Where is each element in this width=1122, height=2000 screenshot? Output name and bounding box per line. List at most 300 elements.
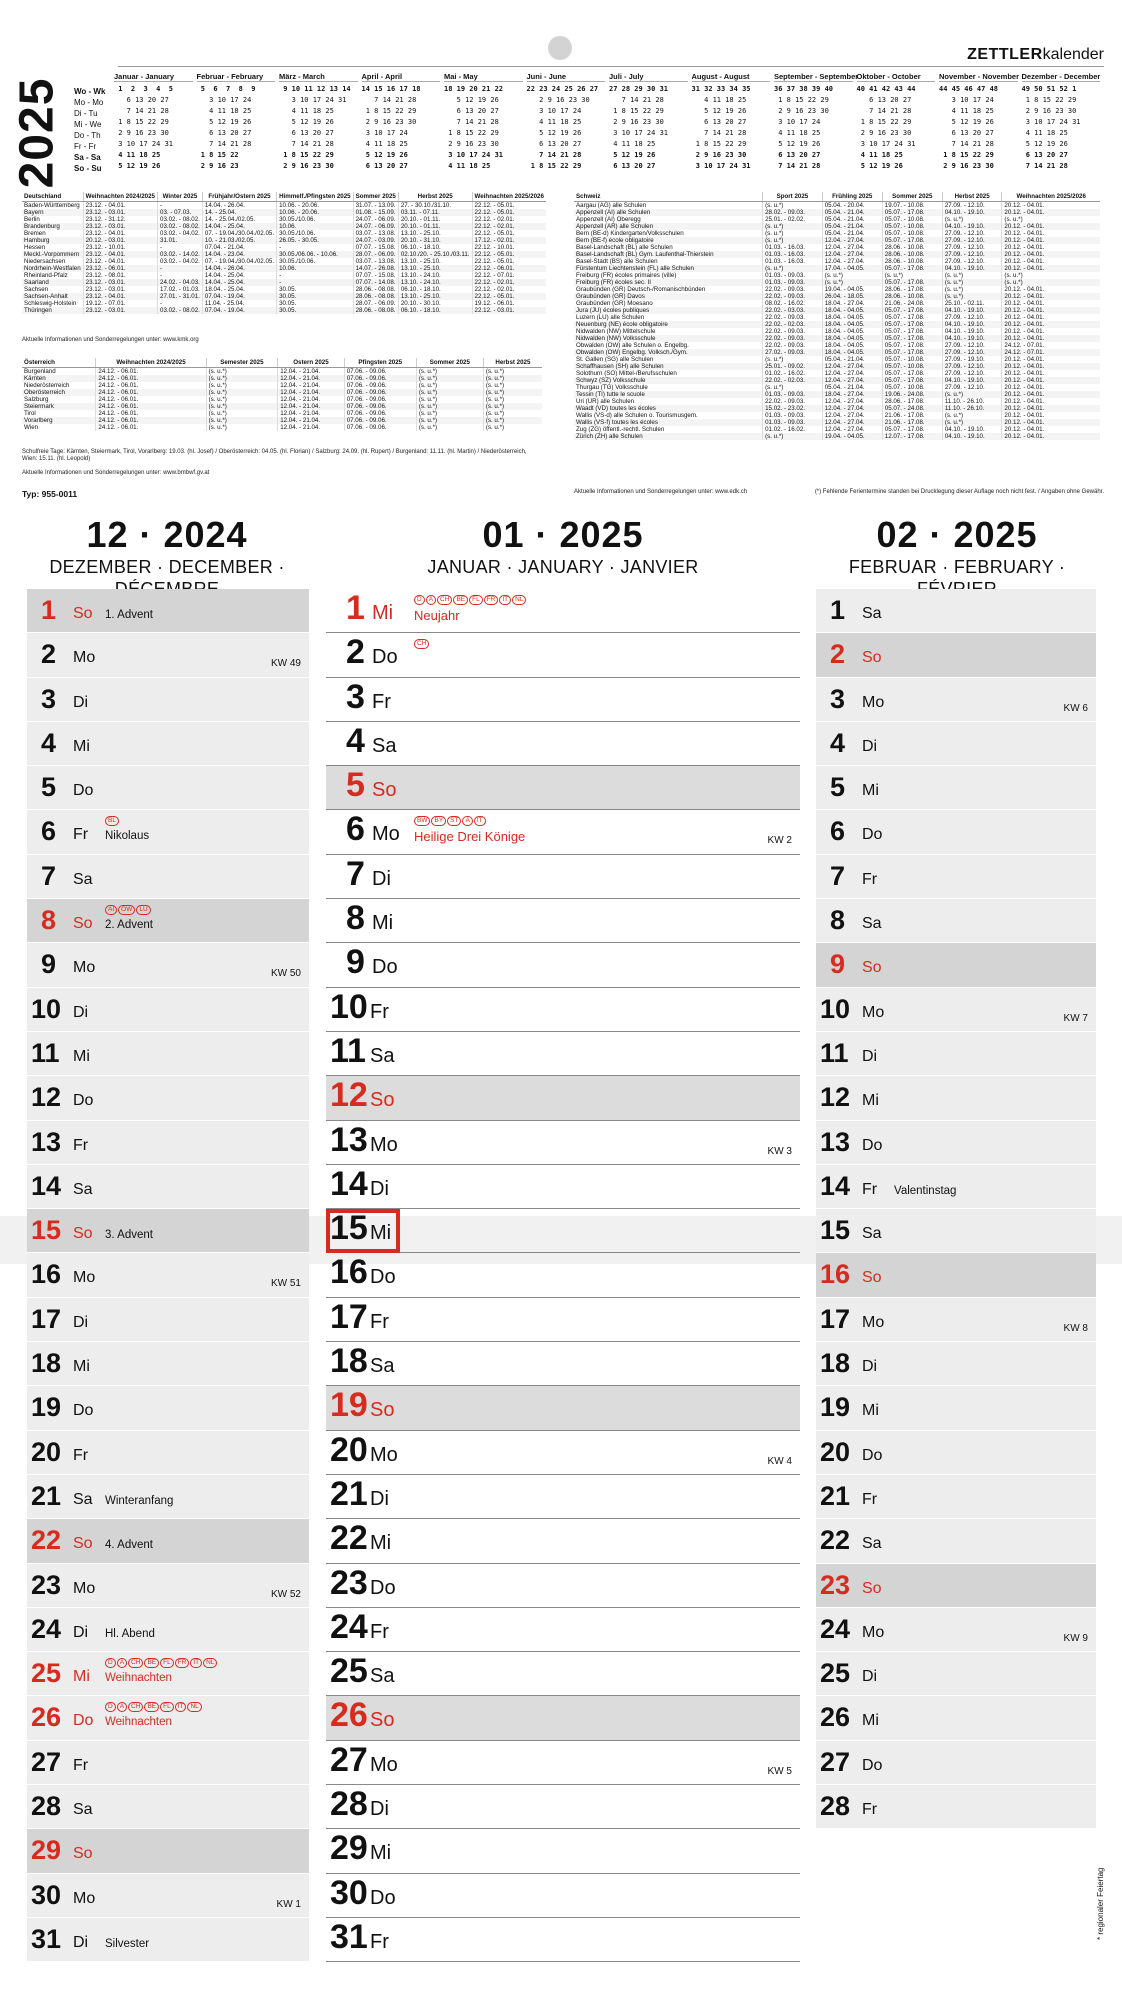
table-row <box>574 258 1100 265</box>
day-number: 27 <box>31 1746 62 1777</box>
mini-month-label: Februar - February <box>197 72 276 82</box>
day-number: 13 <box>820 1126 851 1157</box>
mini-month-row: 5 12 19 26 <box>939 118 994 126</box>
mini-month-row: 6 13 20 27 <box>609 162 656 170</box>
mini-month-row: 6 13 20 27 <box>196 129 252 137</box>
hanging-hole <box>548 36 572 60</box>
table-cell: 05.07. - 10.08. <box>882 223 942 230</box>
mini-month-row: 3 10 17 24 31 <box>609 129 669 137</box>
mini-month <box>774 72 859 172</box>
weekday-abbrev: Do <box>862 1446 883 1464</box>
weekday-abbrev: Fr <box>862 1180 878 1198</box>
mini-month-row: 5 12 19 26 <box>279 118 334 126</box>
table-cell: 23.12. - 03.01. <box>83 279 157 286</box>
region-badge: D <box>105 1658 116 1668</box>
day-number: 5 <box>830 772 846 803</box>
table-cell: (s. u.*) <box>763 237 823 244</box>
day-number: 2 <box>41 639 57 670</box>
day-number: 11 <box>330 1031 366 1070</box>
day-number: 22 <box>820 1525 851 1556</box>
table-row <box>22 223 546 230</box>
table-cell: Steiermark <box>22 403 96 410</box>
mini-month-row: 4 11 18 25 <box>361 140 408 148</box>
table-cell: (s. u.*) <box>763 202 823 210</box>
table-cell: (s. u.*) <box>1002 272 1100 279</box>
day-number: 26 <box>820 1702 851 1733</box>
table-cell: Solothurn (SO) Mittel-/Berufsschulen <box>576 370 677 377</box>
region-badge: CH <box>128 1702 143 1712</box>
table-cell: 12.04. - 21.04. <box>278 375 345 382</box>
table-cell: Appenzell (AI) Oberegg <box>576 216 641 223</box>
table-cell: 05.07. - 10.08. <box>882 363 942 370</box>
day-row <box>27 988 309 1032</box>
table-cell: 22.12. - 02.01. <box>472 223 546 230</box>
weekday-abbrev: Sa <box>370 1355 395 1378</box>
weekday-abbrev: Mi <box>370 1532 392 1555</box>
table-cell: 22.12. - 02.01. <box>472 279 546 286</box>
day-number: 12 <box>330 1076 368 1115</box>
day-row <box>27 1121 309 1165</box>
day-row <box>27 943 309 987</box>
table-row <box>574 398 1100 405</box>
table-cell: - <box>158 244 203 251</box>
month-header-december <box>22 514 312 600</box>
mini-month-row: 5 12 19 26 <box>1021 140 1068 148</box>
table-cell: (s. u.*) <box>416 417 483 424</box>
table-cell: 28.06. - 10.08. <box>882 293 942 300</box>
day-number: 3 <box>41 683 57 714</box>
weekday-abbrev: Mi <box>73 737 90 755</box>
day-event: 4. Advent <box>105 1539 153 1552</box>
mini-month <box>279 72 358 172</box>
table-row <box>22 265 546 272</box>
table-cell: 28.06. - 17.08. <box>882 286 942 293</box>
table-cell: 12.04. - 21.04. <box>278 396 345 403</box>
table-cell: (s. u.*) <box>416 410 483 417</box>
weekday-abbrev: Mo <box>73 1269 96 1287</box>
table-row <box>574 300 1100 307</box>
today-marker <box>326 1209 400 1253</box>
table-cell: 24.12. - 07.01. <box>1002 349 1100 356</box>
mini-month-row: 6 13 20 27 <box>279 129 334 137</box>
table-cell: 05.07. - 17.08. <box>882 307 942 314</box>
region-badge: CH <box>128 1658 143 1668</box>
table-cell: Appenzell (AR) alle Schulen <box>574 223 763 230</box>
table-row <box>574 265 1100 272</box>
table-cell: 05.04. - 21.04. <box>822 223 882 230</box>
table-cell: 01.03. - 09.03. <box>763 272 823 279</box>
region-badge: BE <box>453 595 468 605</box>
table-row <box>574 349 1100 356</box>
weekday-abbrev: So <box>372 779 397 802</box>
table-cell: 20.12. - 04.01. <box>1002 237 1100 244</box>
table-cell: 20.12. - 04.01. <box>1002 433 1100 440</box>
table-row <box>22 237 546 244</box>
region-badge: IT <box>190 1658 202 1668</box>
weekday-label: Fr - Fr <box>74 142 97 151</box>
austria-note: Schulfreie Tage: Kärnten, Steiermark, Tirol, Vorarlberg: 19.03. (hl. Josef) / Oberösterreich: 04.05. (hl. Florian) / Salzburg: 24.09. (hl. Rupert) / Burgenland: 11.11. (hl. Martin) / Niederösterreich, Wien: 15.11. (hl. Leopold) <box>22 449 527 462</box>
mini-month-row: 6 13 20 27 <box>1021 151 1068 159</box>
mini-month-row: 1 8 15 22 29 <box>939 151 994 159</box>
table-cell: 22.02. - 09.03. <box>763 398 823 405</box>
table-cell: 20.12. - 04.01. <box>1002 370 1100 377</box>
region-badge: D <box>414 595 425 605</box>
week-number: KW 2 <box>767 835 792 847</box>
table-cell: (s. u.*) <box>763 356 823 363</box>
day-number: 1 <box>346 589 365 627</box>
region-badge: D <box>105 1702 116 1712</box>
table-cell: 05.07. - 17.08. <box>882 314 942 321</box>
table-cell: 10.06. <box>277 265 354 272</box>
table-cell: 24.12. - 06.01. <box>96 396 206 403</box>
table-cell: 05.07. - 17.08. <box>882 265 942 272</box>
table-cell: 20.12. - 04.01. <box>1002 223 1100 230</box>
day-row <box>816 855 1096 899</box>
table-cell: 31.07. - 13.09. <box>353 202 398 210</box>
weekday-abbrev: Mo <box>73 649 96 667</box>
table-cell: 05.04. - 21.04. <box>822 216 882 223</box>
mini-month-row: 3 10 17 24 <box>939 96 994 104</box>
footnote: (*) Fehlende Ferientermine standen bei Drucklegung dieser Auflage noch nicht fest. / Angaben ohne Gewähr. <box>814 489 1104 495</box>
table-row <box>574 391 1100 398</box>
day-row <box>326 1519 800 1563</box>
holiday-table-austria <box>22 358 542 431</box>
day-number: 24 <box>31 1613 62 1644</box>
day-row <box>816 1342 1096 1386</box>
table-cell: 14.07. - 26.08. <box>353 265 398 272</box>
table-row <box>22 202 546 210</box>
day-row <box>326 1431 800 1475</box>
mini-month <box>939 72 1018 172</box>
weekday-abbrev: Do <box>73 1402 94 1420</box>
day-row <box>326 1121 800 1165</box>
table-cell: 20.12. - 04.01. <box>1002 209 1100 216</box>
day-row <box>27 589 309 633</box>
day-number: 16 <box>820 1259 851 1290</box>
mini-month-row: 4 11 18 25 <box>279 107 334 115</box>
table-cell: 03.02. - 08.02. <box>158 216 203 223</box>
table-cell: 24.12. - 06.01. <box>96 403 206 410</box>
table-cell: Berlin <box>24 216 40 223</box>
day-number: 20 <box>820 1436 851 1467</box>
table-cell: 30.05./10.06. <box>277 258 354 265</box>
table-row <box>22 286 546 293</box>
table-cell: 06.10. - 18.10. <box>398 244 472 251</box>
day-row <box>326 1608 800 1652</box>
table-row <box>22 244 546 251</box>
table-cell: 26.04. - 18.05. <box>822 293 882 300</box>
table-cell: 15.02. - 23.02. <box>763 405 823 412</box>
day-number: 19 <box>31 1392 62 1423</box>
table-cell: 21.06. - 24.08. <box>882 300 942 307</box>
mini-month-label: April - April <box>362 72 441 82</box>
mini-month-row: 1 8 15 22 29 <box>114 118 169 126</box>
mini-month-row: 5 12 19 26 <box>774 140 821 148</box>
table-cell: 19.07. - 10.08. <box>882 202 942 210</box>
table-cell: 22.12. - 02.01. <box>472 216 546 223</box>
region-badge: NL <box>203 1658 217 1668</box>
table-cell: 18.04. - 27.04. <box>822 300 882 307</box>
weekday-abbrev: Do <box>73 1712 94 1730</box>
table-row <box>22 251 546 258</box>
table-cell: 12.04. - 27.04. <box>822 258 882 265</box>
table-cell: 24.07. - 06.09. <box>353 216 398 223</box>
table-header-row <box>22 192 546 202</box>
mini-month-row: 6 13 20 27 <box>691 118 747 126</box>
day-row <box>326 1342 800 1386</box>
table-cell: 20.10. - 30.10. <box>398 300 472 307</box>
weekday-abbrev: Di <box>73 1623 89 1641</box>
table-cell: 28.06. - 08.08. <box>353 307 398 314</box>
day-number: 14 <box>820 1170 851 1201</box>
table-cell: 19.12. - 07.01. <box>83 300 157 307</box>
table-row <box>574 202 1100 210</box>
region-badge: IT <box>175 1702 187 1712</box>
weekday-abbrev: Fr <box>370 1000 389 1023</box>
table-cell: 20.10. - 01.11. <box>398 223 472 230</box>
table-cell: Schaffhausen (SH) alle Schulen <box>574 363 763 370</box>
day-number: 27 <box>330 1740 368 1779</box>
table-cell: 22.02. - 02.03. <box>763 321 823 328</box>
table-cell: 24.12. - 06.01. <box>96 382 206 389</box>
table-cell: 17.02. - 01.03. <box>158 286 203 293</box>
table-cell: 18.04. - 04.05. <box>822 314 882 321</box>
table-cell: 27.09. - 12.10. <box>942 237 1002 244</box>
table-cell: (s. u.*) <box>206 368 278 376</box>
table-cell: Tirol <box>24 410 36 417</box>
table-cell: 21.06. - 17.08. <box>882 412 942 419</box>
table-cell: 01.03. - 09.03. <box>763 279 823 286</box>
table-cell: 23.12. - 04.01. <box>83 251 157 258</box>
table-cell: 20.12. - 04.01. <box>1002 363 1100 370</box>
table-cell: 22.12. - 10.01. <box>472 244 546 251</box>
day-number: 27 <box>820 1746 851 1777</box>
table-cell: 03.07. - 13.08. <box>353 230 398 237</box>
weekday-abbrev: Sa <box>73 1490 93 1508</box>
table-row <box>574 342 1100 349</box>
table-cell: 28.06. - 08.08. <box>353 293 398 300</box>
table-cell: 27.09. - 19.10. <box>942 356 1002 363</box>
table-cell: Neuenburg (NE) école obligatoire <box>574 321 763 328</box>
mini-month-row: 3 10 17 24 31 <box>114 140 174 148</box>
table-cell: 20.12. - 04.01. <box>1002 251 1100 258</box>
weekday-abbrev: Di <box>862 1047 878 1065</box>
table-cell: 10.06. <box>277 223 354 230</box>
table-cell: 22.02. - 09.03. <box>763 286 823 293</box>
table-cell: 01.03. - 09.03. <box>763 412 823 419</box>
day-number: 25 <box>330 1652 368 1691</box>
table-cell: 14. - 25.04./02.05. <box>202 216 276 223</box>
table-cell: 05.07. - 17.08. <box>882 377 942 384</box>
region-badge: BE <box>144 1658 159 1668</box>
day-number: 16 <box>31 1259 62 1290</box>
weekday-abbrev: Sa <box>862 915 882 933</box>
weekday-abbrev: Fr <box>372 690 391 713</box>
table-cell: 17.04. - 04.05. <box>822 265 882 272</box>
table-cell: 01.03. - 09.03. <box>763 391 823 398</box>
table-row <box>22 424 542 431</box>
table-cell: 05.07. - 10.08. <box>882 216 942 223</box>
day-row <box>27 1741 309 1785</box>
day-row <box>326 1032 800 1076</box>
day-row <box>27 1608 309 1652</box>
table-cell: 12.04. - 21.04. <box>278 417 345 424</box>
mini-month-row: 2 9 16 23 30 <box>114 129 169 137</box>
table-cell: 01.03. - 16.03. <box>763 244 823 251</box>
table-cell: 12.04. - 27.04. <box>822 244 882 251</box>
day-number: 15 <box>31 1215 62 1246</box>
day-row <box>816 1076 1096 1120</box>
table-cell: (s. u.*) <box>206 424 278 431</box>
mini-month-row: 6 13 20 27 <box>856 96 912 104</box>
weekday-abbrev: Mo <box>862 1003 885 1021</box>
region-badge: FL <box>469 595 483 605</box>
table-cell: 10.06. - 20.06. <box>277 209 354 216</box>
table-cell: Kärnten <box>22 375 96 382</box>
mini-month-row: 4 11 18 25 <box>939 107 994 115</box>
day-number: 26 <box>330 1696 368 1735</box>
region-badge: BE <box>144 1702 159 1712</box>
table-cell: 23.12. - 04.01. <box>83 258 157 265</box>
table-cell: 19.04. - 04.05. <box>822 286 882 293</box>
table-cell: 24.12. - 07.01. <box>1002 342 1100 349</box>
table-header-cell: Sommer 2025 <box>416 358 483 368</box>
table-cell: 22.12. - 05.01. <box>472 230 546 237</box>
day-number: 28 <box>31 1791 62 1822</box>
table-cell: 23.12. - 03.01. <box>83 286 157 293</box>
table-cell: 21.06. - 17.08. <box>882 419 942 426</box>
table-cell: 04.10. - 19.10. <box>942 321 1002 328</box>
table-header-row <box>574 192 1100 202</box>
day-number: 18 <box>820 1348 851 1379</box>
weekday-abbrev: So <box>370 1089 395 1112</box>
table-cell: Bremen <box>24 230 46 237</box>
table-cell: (s. u.*) <box>206 382 278 389</box>
day-number: 31 <box>330 1917 368 1956</box>
table-cell: Tessin (TI) tutte le scuole <box>574 391 763 398</box>
mini-month-label: November - November <box>939 72 1020 81</box>
week-number: KW 5 <box>767 1765 792 1777</box>
weekday-abbrev: Di <box>370 1798 389 1821</box>
austria-link-note: Aktuelle Informationen und Sonderregelungen unter: www.bmbwf.gv.at <box>22 470 210 476</box>
table-cell: Hamburg <box>22 237 83 244</box>
table-cell: 18.04. - 27.04. <box>822 391 882 398</box>
table-cell: (s. u.*) <box>416 382 483 389</box>
table-cell: (s. u.*) <box>483 368 542 376</box>
table-row <box>574 209 1100 216</box>
mini-month-row: 4 11 18 25 <box>856 151 903 159</box>
table-cell: 22.12. - 05.01. <box>472 202 546 210</box>
table-cell: 05.04. - 21.04. <box>822 230 882 237</box>
day-event: Nikolaus <box>105 830 150 843</box>
region-badges <box>105 1658 218 1668</box>
weekday-abbrev: Di <box>370 1177 389 1200</box>
day-row <box>816 1209 1096 1253</box>
table-cell: 04.10. - 19.10. <box>942 335 1002 342</box>
table-row <box>574 279 1100 286</box>
day-event: Silvester <box>105 1937 150 1950</box>
mini-month-row: 5 12 19 26 <box>196 118 252 126</box>
weekday-label: So - Su <box>74 164 102 173</box>
holiday-table-germany <box>22 192 546 314</box>
weekday-abbrev: So <box>862 1269 882 1287</box>
day-row <box>326 899 800 943</box>
table-header-cell: Pfingsten 2025 <box>344 358 416 368</box>
mini-month-label: September - September <box>774 72 859 81</box>
mini-month-row: 5 12 19 26 <box>444 96 499 104</box>
table-cell: 22.12. - 07.01. <box>472 272 546 279</box>
day-number: 11 <box>31 1037 60 1068</box>
table-cell: 02.10./20. - 25.10./03.11. <box>398 251 472 258</box>
day-row <box>816 722 1096 766</box>
table-cell: 13.10. - 25.10. <box>398 293 472 300</box>
table-cell: 18.04. - 25.04. <box>202 286 276 293</box>
table-header-cell: Ostern 2025 <box>278 358 345 368</box>
mini-month-row: 3 10 17 24 31 <box>279 96 347 104</box>
region-badge: OW <box>118 905 135 915</box>
weekday-abbrev: Mo <box>862 1623 885 1641</box>
day-number: 14 <box>330 1164 368 1203</box>
table-cell: 22.12. - 05.01. <box>472 209 546 216</box>
day-number: 13 <box>31 1126 62 1157</box>
table-cell: 05.07. - 10.08. <box>882 356 942 363</box>
table-cell: 28.06. - 17.08. <box>882 398 942 405</box>
germany-note: Aktuelle Informationen und Sonderregelungen unter: www.kmk.org <box>22 337 199 343</box>
table-cell: 22.12. - 05.01. <box>472 251 546 258</box>
table-cell: Graubünden (GR) Deutsch-/Romanischbünden <box>576 286 706 293</box>
weekday-abbrev: So <box>370 1709 395 1732</box>
table-cell: 12.07. - 17.08. <box>882 433 942 440</box>
table-cell: 20.10. - 31.10. <box>398 237 472 244</box>
weekday-abbrev: So <box>73 1535 93 1553</box>
weekday-abbrev: Fr <box>73 826 89 844</box>
region-badge: BW <box>414 816 430 826</box>
day-number: 5 <box>41 772 57 803</box>
table-cell: 24.12. - 06.01. <box>96 389 206 396</box>
table-cell: Uri (UR) alle Schulen <box>576 398 635 405</box>
mini-month-row: 7 14 21 28 <box>1021 162 1068 170</box>
mini-month <box>692 72 771 172</box>
table-cell: 01.03. - 16.03. <box>763 251 823 258</box>
table-cell: 30.05. <box>277 293 354 300</box>
mini-month-row: 5 12 19 26 <box>691 107 747 115</box>
table-header-cell: Weihnachten 2025/2026 <box>1002 192 1100 202</box>
week-number: KW 52 <box>270 1588 301 1600</box>
table-cell: Salzburg <box>24 396 49 403</box>
weekday-abbrev: Sa <box>862 1535 882 1553</box>
day-row <box>326 943 800 987</box>
table-cell: 19.06. - 24.08. <box>882 391 942 398</box>
table-cell: (s. u.*) <box>942 391 1002 398</box>
table-cell: 03.02. - 08.02. <box>158 223 203 230</box>
day-row <box>326 722 800 766</box>
mini-month-row: 7 14 21 28 <box>691 129 747 137</box>
table-cell: Schwyz (SZ) Volksschule <box>574 377 763 384</box>
table-row <box>22 272 546 279</box>
table-row <box>22 279 546 286</box>
table-cell: 27.09. - 12.10. <box>942 342 1002 349</box>
table-cell: 30.05. <box>277 300 354 307</box>
table-cell: 12.04. - 21.04. <box>278 424 345 431</box>
day-number: 6 <box>346 810 365 849</box>
table-row <box>22 389 542 396</box>
day-row <box>326 1785 800 1829</box>
mini-month-row: 1 2 3 4 5 <box>114 85 174 93</box>
day-number: 22 <box>31 1525 62 1556</box>
table-header-row <box>22 358 542 368</box>
table-cell: (s. u.*) <box>416 396 483 403</box>
table-row <box>574 426 1100 433</box>
